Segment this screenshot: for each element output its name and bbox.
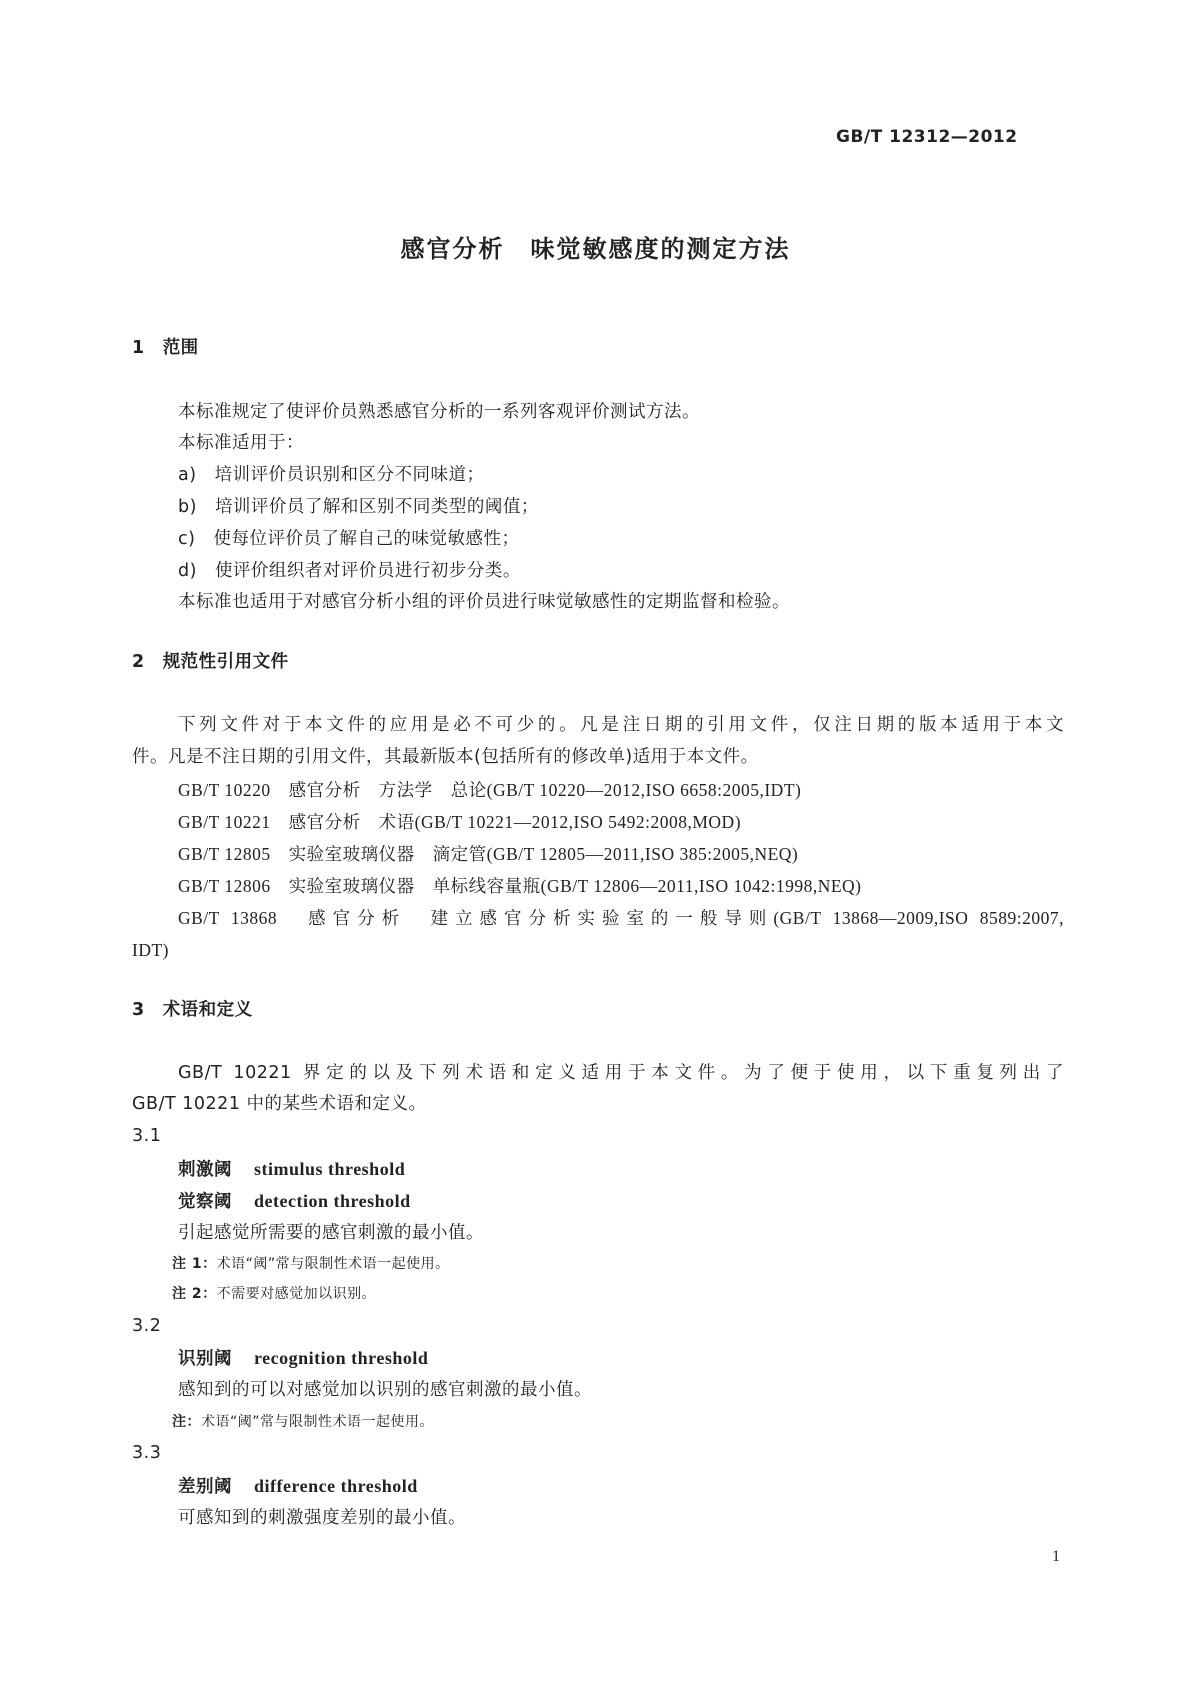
section-1-heading — [132, 337, 199, 359]
paragraph: 本标准也适用于对感官分析小组的评价员进行味觉敏感性的定期监督和检验。 — [178, 592, 790, 612]
paragraph: GB/T 10221 界定的以及下列术语和定义适用于本文件。为了便于使用，以下重复列出了 — [178, 1063, 1064, 1083]
section-title: 术语和定义 — [162, 1000, 253, 1020]
section-3-heading — [132, 999, 253, 1021]
term-en: stimulus threshold — [254, 1159, 406, 1179]
term-heading — [178, 1347, 428, 1370]
reference-item: GB/T 12805 实验室玻璃仪器 滴定管(GB/T 12805—2011,ISO 385:2005,NEQ) — [178, 844, 799, 864]
term-zh: 识别阈 — [178, 1349, 232, 1369]
term-zh: 刺激阈 — [178, 1160, 232, 1180]
term-zh: 差别阈 — [178, 1477, 232, 1497]
list-text: 培训评价员了解和区别不同类型的阈值； — [214, 497, 539, 517]
section-number: 1 — [132, 338, 145, 358]
note-label: 注 2： — [172, 1286, 217, 1302]
term-heading — [178, 1190, 411, 1213]
note — [172, 1253, 450, 1275]
list-label: a) — [178, 465, 197, 485]
list-label: b) — [178, 497, 197, 517]
term-heading — [178, 1475, 418, 1498]
reference-item: GB/T 12806 实验室玻璃仪器 单标线容量瓶(GB/T 12806—2011,ISO 1042:1998,NEQ) — [178, 876, 862, 896]
paragraph: GB/T 10221 中的某些术语和定义。 — [132, 1094, 427, 1114]
term-definition: 可感知到的刺激强度差别的最小值。 — [178, 1508, 466, 1528]
term-definition: 引起感觉所需要的感官刺激的最小值。 — [178, 1223, 484, 1243]
term-en: recognition threshold — [254, 1348, 429, 1368]
term-heading — [178, 1158, 405, 1181]
page-number: 1 — [1052, 1548, 1061, 1565]
note — [172, 1411, 434, 1433]
note-text: 术语“阈”常与限制性术语一起使用。 — [216, 1256, 450, 1272]
section-2-heading — [132, 651, 289, 673]
page-title: 感官分析 味觉敏感度的测定方法 — [400, 235, 791, 263]
list-text: 使每位评价员了解自己的味觉敏感性； — [213, 529, 520, 549]
reference-item: GB/T 13868 感官分析 建立感官分析实验室的一般导则(GB/T 13868—2009,ISO 8589:2007, — [178, 908, 1064, 928]
section-number: 3 — [132, 1000, 145, 1020]
note-label: 注 1： — [172, 1256, 217, 1272]
list-label: c) — [178, 529, 196, 549]
note-label: 注： — [172, 1414, 201, 1430]
list-label: d) — [178, 561, 197, 581]
list-item — [178, 528, 519, 550]
term-definition: 感知到的可以对感觉加以识别的感官刺激的最小值。 — [178, 1380, 592, 1400]
term-number: 3.2 — [132, 1316, 162, 1336]
list-item — [178, 464, 485, 486]
paragraph: 本标准规定了使评价员熟悉感官分析的一系列客观评价测试方法。 — [178, 402, 700, 422]
note — [172, 1283, 376, 1305]
reference-item: GB/T 10221 感官分析 术语(GB/T 10221—2012,ISO 5492:2008,MOD) — [178, 812, 742, 832]
reference-item: GB/T 10220 感官分析 方法学 总论(GB/T 10220—2012,ISO 6658:2005,IDT) — [178, 780, 802, 800]
term-en: difference threshold — [254, 1476, 418, 1496]
term-en: detection threshold — [254, 1191, 411, 1211]
standard-code: GB/T 12312—2012 — [836, 127, 1018, 147]
paragraph: 件。凡是不注日期的引用文件，其最新版本(包括所有的修改单)适用于本文件。 — [132, 747, 759, 767]
paragraph: 本标准适用于： — [178, 433, 304, 453]
list-item — [178, 560, 521, 582]
list-text: 使评价组织者对评价员进行初步分类。 — [214, 561, 521, 581]
reference-continuation: IDT) — [132, 940, 169, 960]
section-title: 范围 — [162, 338, 199, 358]
note-text: 术语“阈”常与限制性术语一起使用。 — [201, 1414, 435, 1430]
list-item — [178, 496, 539, 518]
term-number: 3.1 — [132, 1126, 162, 1146]
paragraph: 下列文件对于本文件的应用是必不可少的。凡是注日期的引用文件，仅注日期的版本适用于本文 — [178, 715, 1064, 735]
note-text: 不需要对感觉加以识别。 — [216, 1286, 377, 1302]
list-text: 培训评价员识别和区分不同味道； — [214, 465, 485, 485]
term-number: 3.3 — [132, 1443, 162, 1463]
section-title: 规范性引用文件 — [162, 652, 289, 672]
section-number: 2 — [132, 652, 145, 672]
term-zh: 觉察阈 — [178, 1192, 232, 1212]
